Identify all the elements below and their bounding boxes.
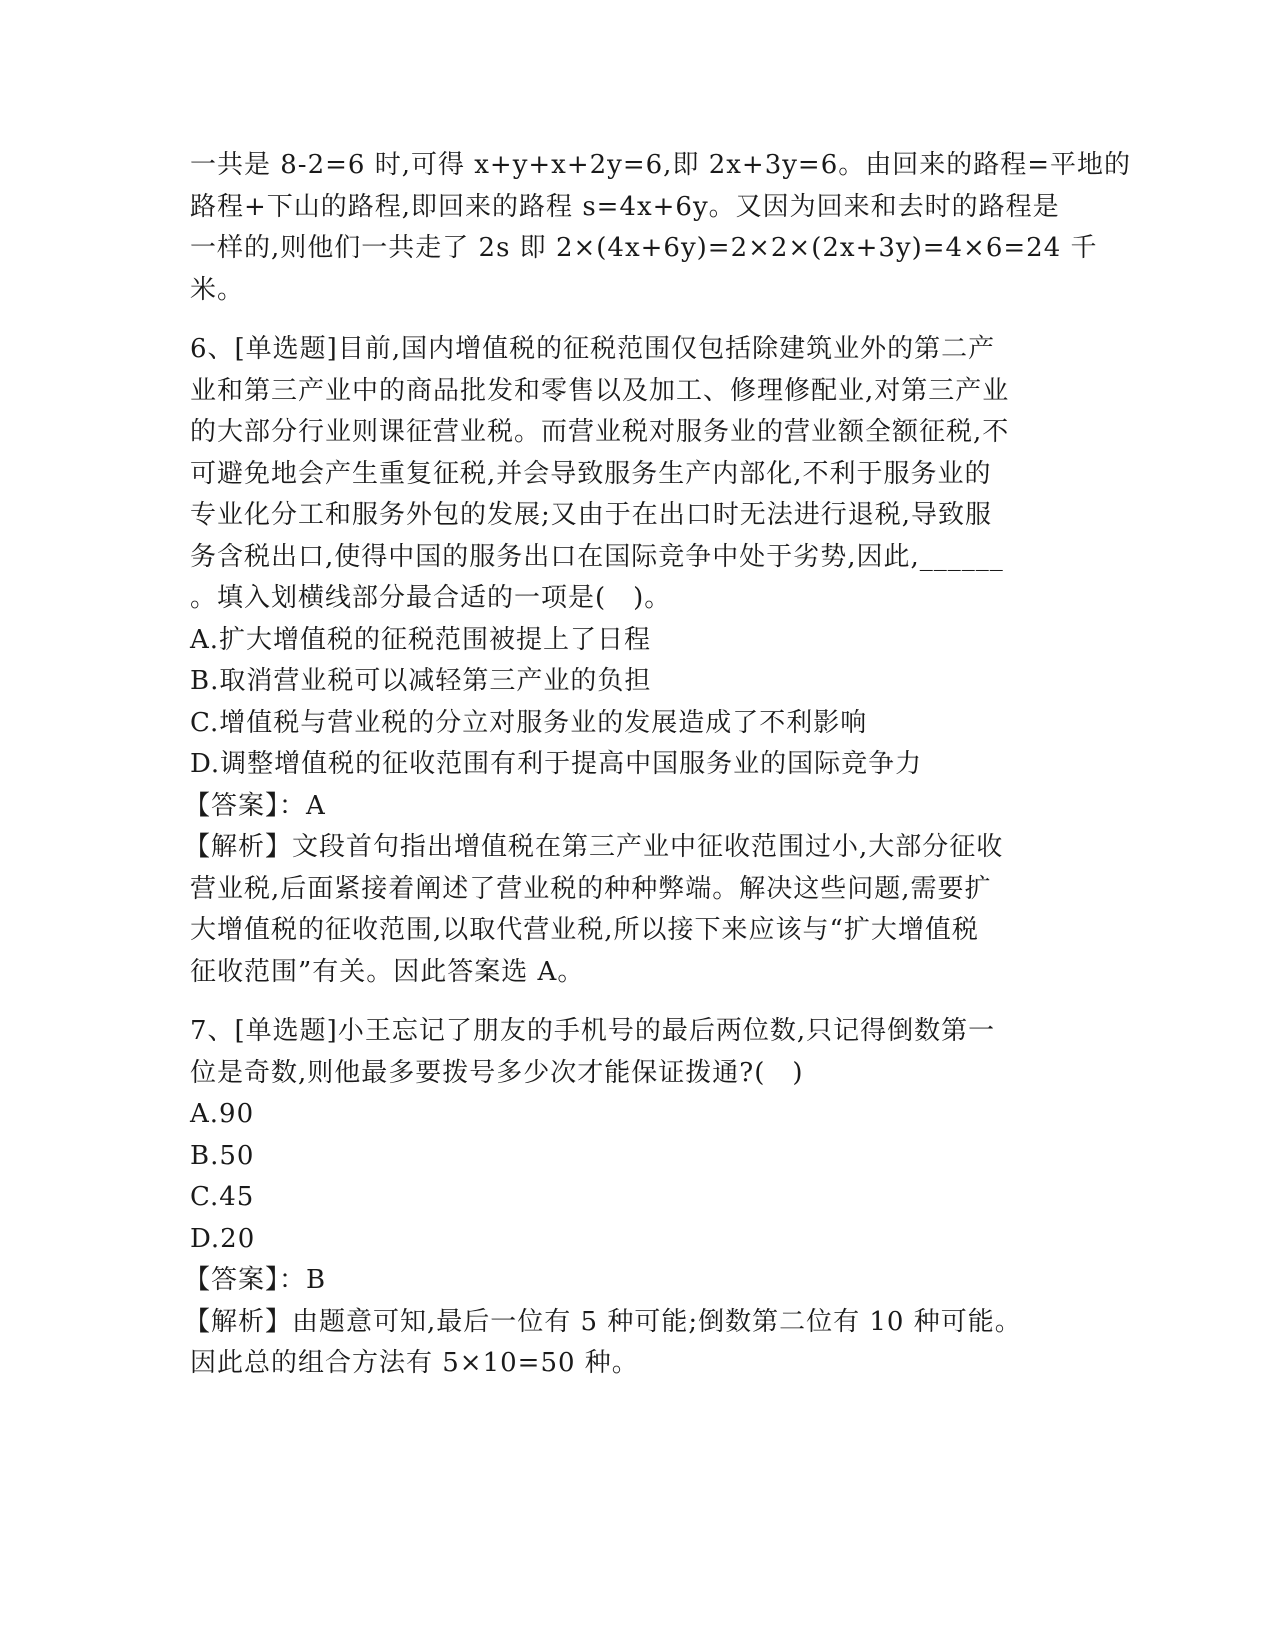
option-b: B.取消营业税可以减轻第三产业的负担 xyxy=(190,666,652,696)
text-line: 的大部分行业则课征营业税。而营业税对服务业的营业额全额征税,不 xyxy=(190,417,1010,447)
text-line: 可避免地会产生重复征税,并会导致服务生产内部化,不利于服务业的 xyxy=(190,458,992,489)
analysis xyxy=(184,1302,1095,1385)
text-line: 7、[单选题]小王忘记了朋友的手机号的最后两位数,只记得倒数第一 xyxy=(190,1016,996,1046)
text-line: 一共是 8-2=6 时,可得 x+y+x+2y=6,即 2x+3y=6。由回来的路程=平地的 xyxy=(190,150,1132,180)
text-line: 务含税出口,使得中国的服务出口在国际竞争中处于劣势,因此,______ xyxy=(190,541,1004,572)
document-page xyxy=(184,145,1132,1385)
previous-explanation xyxy=(190,145,1132,311)
text-line: 大增值税的征收范围,以取代营业税,所以接下来应该与“扩大增值税 xyxy=(190,915,979,945)
text-line: 6、[单选题]目前,国内增值税的征税范围仅包括除建筑业外的第二产 xyxy=(190,334,996,364)
answer-line: 【答案】：B xyxy=(184,1265,327,1295)
text-line: 【解析】由题意可知,最后一位有 5 种可能;倒数第二位有 10 种可能。 xyxy=(184,1306,1022,1337)
question-6 xyxy=(184,329,1095,993)
option-c: C.45 xyxy=(190,1182,255,1212)
question-stem xyxy=(190,1011,1095,1094)
option-a: A.扩大增值税的征税范围被提上了日程 xyxy=(190,624,652,655)
text-line: 位是奇数,则他最多要拨号多少次才能保证拨通?( ) xyxy=(190,1057,804,1088)
option-c: C.增值税与营业税的分立对服务业的发展造成了不利影响 xyxy=(190,707,868,738)
text-line: 。填入划横线部分最合适的一项是( )。 xyxy=(190,583,672,613)
option-d: D.20 xyxy=(190,1223,256,1254)
text-line: 路程+下山的路程,即回来的路程 s=4x+6y。又因为回来和去时的路程是 xyxy=(190,191,1060,222)
text-line: 因此总的组合方法有 5×10=50 种。 xyxy=(190,1348,639,1378)
option-d: D.调整增值税的征收范围有利于提高中国服务业的国际竞争力 xyxy=(190,749,923,779)
text-line: 征收范围”有关。因此答案选 A。 xyxy=(190,956,585,987)
options-list xyxy=(190,620,1095,786)
text-line: 【解析】文段首句指出增值税在第三产业中征收范围过小,大部分征收 xyxy=(184,832,1004,862)
question-stem xyxy=(190,329,1095,620)
text-line: 一样的,则他们一共走了 2s 即 2×(4x+6y)=2×2×(2x+3y)=4×6=24 千 xyxy=(190,233,1098,263)
option-b: B.50 xyxy=(190,1140,255,1171)
option-a: A.90 xyxy=(190,1099,255,1129)
text-line: 米。 xyxy=(190,274,245,305)
question-7 xyxy=(184,1011,1095,1385)
answer-line: 【答案】：A xyxy=(184,790,326,821)
text-line: 专业化分工和服务外包的发展;又由于在出口时无法进行退税,导致服 xyxy=(190,500,993,530)
analysis xyxy=(184,827,1095,993)
text-line: 业和第三产业中的商品批发和零售以及加工、修理修配业,对第三产业 xyxy=(190,375,1010,406)
options-list xyxy=(190,1094,1095,1260)
text-line: 营业税,后面紧接着阐述了营业税的种种弊端。解决这些问题,需要扩 xyxy=(190,873,992,904)
